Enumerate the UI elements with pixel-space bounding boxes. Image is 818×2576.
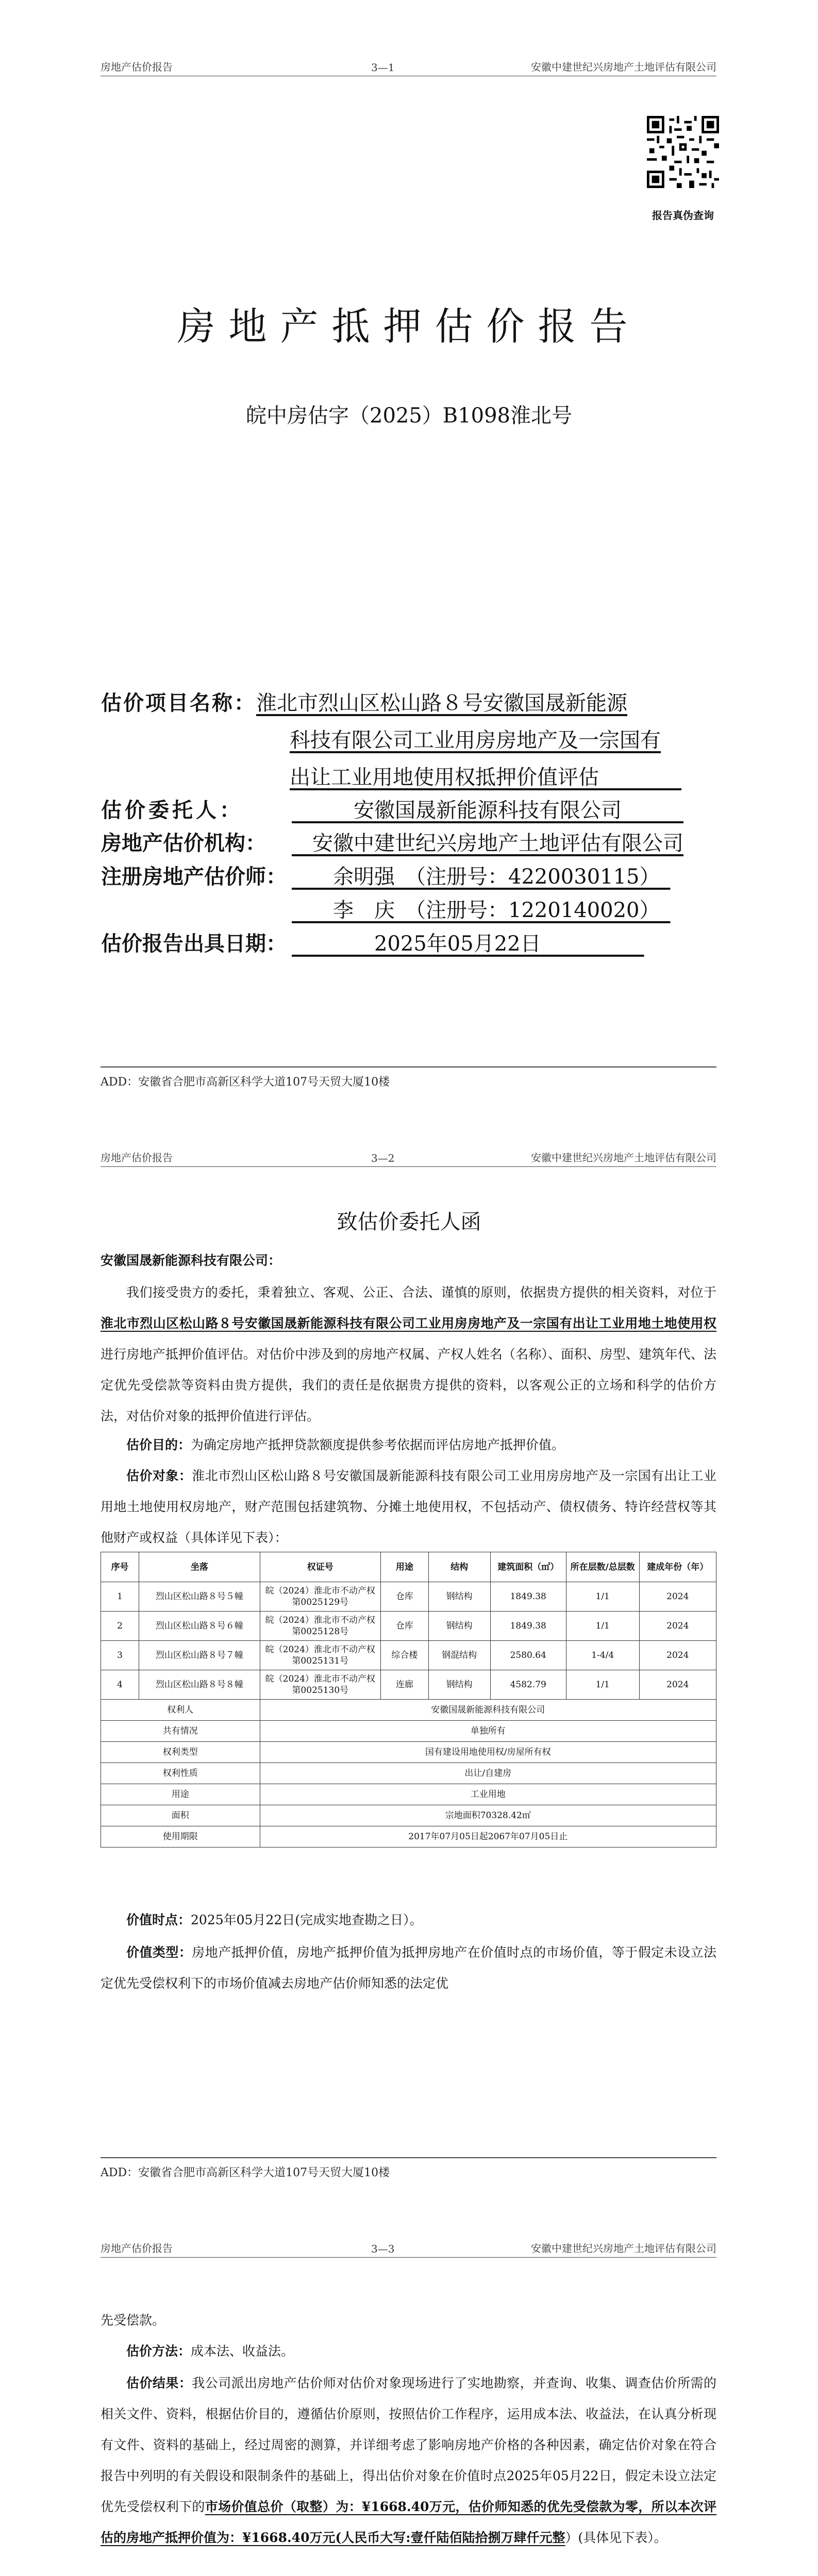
cell: 1/1 [566,1582,639,1612]
cell: 烈山区松山路８号７幢 [139,1641,260,1670]
cell: 权利性质 [101,1763,260,1784]
table-row [101,1742,716,1763]
cell: 1849.38 [490,1612,566,1641]
object-text: 淮北市烈山区松山路８号安徽国晟新能源科技有限公司工业用房房地产及一宗国有出让工业用地土地使用权房地产，财产范围包括建筑物、分摊土地使用权，不包括动产、债权债务、特许经营权等其他财产或权益（具体详见下表）： [101,1468,716,1545]
purpose-text: 为确定房地产抵押贷款额度提供参考依据而评估房地产抵押价值。 [191,1437,565,1452]
cell: 2017年07月05日起2067年07月05日止 [260,1826,716,1848]
object-paragraph [101,1461,716,1553]
appraiser-2: 李 庆 （注册号：1220140020） [333,899,650,922]
project-line-3: 出让工业用地使用权抵押价值评估 [290,766,599,789]
table-row [101,1700,716,1721]
purpose-label: 估价目的： [126,1437,191,1452]
project-line-2: 科技有限公司工业用房房地产及一宗国有 [290,728,661,752]
cell: 国有建设用地使用权/房屋所有权 [260,1742,716,1763]
result-text-c: ）(具体见下表）。 [565,2530,667,2545]
salutation: 安徽国晟新能源科技有限公司： [101,1253,281,1268]
method-paragraph [101,2336,716,2367]
page-header [101,1151,716,1167]
table-row [101,1612,716,1641]
result-value: 市场价值总价（取整）为：¥1668.40万元，估价师知悉的优先受偿款为零，所以本次评估的房地产抵押价值为：¥1668.40万元(人民币大写:壹仟陆佰陆拾捌万肆仟元整 [101,2499,716,2545]
table-row [101,1582,716,1612]
cell: 皖（2024）淮北市不动产权第0025131号 [260,1641,380,1670]
agency-label: 房地产估价机构： [101,831,266,855]
cell: 钢结构 [428,1670,490,1700]
value-type-label: 价值类型： [126,1945,192,1960]
agency-value: 安徽中建世纪兴房地产土地评估有限公司 [312,832,683,855]
cell: 仓库 [381,1582,429,1612]
project-row [101,688,627,719]
value-type-text: 房地产抵押价值，房地产抵押价值为抵押房地产在价值时点的市场价值，等于假定未设立法定优先受偿权利下的市场价值减去房地产估价师知悉的法定优 [101,1945,716,1991]
result-text-a: 我公司派出房地产估价师对估价对象现场进行了实地勘察，并查询、收集、调查估价所需的相关文件、资料，根据估价目的，遵循估价原则，按照估价工作程序，运用成本法、收益法，在认真分析现有文件、资料的基础上，经过周密的测算，并详细考虑了影响房地产价格的各种因素，确定估价对象在符合报告中列明的有关假设和限制条件的基础上，得出估价对象在价值时点2025年05月22日，假定未设立法定优先受偿权利下的 [101,2376,716,2514]
cell: 共有情况 [101,1721,260,1742]
header-right: 安徽中建世纪兴房地产土地评估有限公司 [531,1151,716,1164]
th-no: 序号 [101,1552,139,1582]
footer-address: ADD：安徽省合肥市高新区科学大道107号天贸大厦10楼 [101,2166,390,2179]
project-line-1: 淮北市烈山区松山路８号安徽国晟新能源 [256,691,627,715]
table-row [101,1826,716,1848]
page-header [101,2242,716,2258]
qr-label: 报告真伪查询 [652,209,714,222]
page-letter-1 [0,1091,818,2181]
table-row [101,1721,716,1742]
cell: 2 [101,1612,139,1641]
date-value: 2025年05月22日 [374,932,541,956]
cell: 4582.79 [490,1670,566,1700]
report-number: 皖中房估字（2025）B1098淮北号 [246,404,572,428]
appraiser-row-2 [292,895,671,926]
cell: 宗地面积70328.42㎡ [260,1805,716,1826]
cell: 2024 [639,1582,716,1612]
project-label: 估价项目名称： [101,691,256,715]
cell: 连廊 [381,1670,429,1700]
client-label: 估价委托人： [101,798,243,822]
property-table-header [101,1552,716,1582]
cell: 1849.38 [490,1582,566,1612]
th-year: 建成年份（年） [639,1552,716,1582]
header-right: 安徽中建世纪兴房地产土地评估有限公司 [531,2242,716,2255]
intro-text-a: 我们接受贵方的委托，秉着独立、客观、公正、合法、谨慎的原则，依据贵方提供的相关资料，对位于 [126,1285,716,1300]
cell: 使用期限 [101,1826,260,1848]
cell: 综合楼 [381,1641,429,1670]
cell: 仓库 [381,1612,429,1641]
agency-row [101,828,683,859]
page-letter-2 [0,2181,818,2576]
cell: 2580.64 [490,1641,566,1670]
th-structure: 结构 [428,1552,490,1582]
method-text: 成本法、收益法。 [191,2344,294,2359]
table-row [101,1641,716,1670]
cell: 皖（2024）淮北市不动产权第0025128号 [260,1612,380,1641]
value-date-label: 价值时点： [126,1912,191,1927]
th-location: 坐落 [139,1552,260,1582]
th-area: 建筑面积（㎡） [490,1552,566,1582]
page-header [101,61,716,76]
value-type-continued: 先受偿款。 [101,2313,165,2328]
cell: 工业用地 [260,1784,716,1805]
cell: 1/1 [566,1612,639,1641]
table-row [101,1670,716,1700]
value-type-paragraph [101,1937,716,1999]
object-label: 估价对象： [126,1468,192,1483]
header-right: 安徽中建世纪兴房地产土地评估有限公司 [531,61,716,73]
cell: 4 [101,1670,139,1700]
property-table [101,1552,716,1848]
report-title: 房地产抵押估价报告 [177,304,641,349]
header-left: 房地产估价报告 [101,1151,173,1164]
table-row [101,1805,716,1826]
qr-code-icon[interactable] [647,116,719,188]
intro-property: 淮北市烈山区松山路８号安徽国晟新能源科技有限公司工业用房房地产及一宗国有出让工业用地土地使用权 [101,1316,716,1331]
value-date-paragraph [101,1905,716,1936]
purpose-paragraph [101,1430,716,1461]
client-row [101,795,683,826]
cell: 钢结构 [428,1582,490,1612]
th-floor: 所在层数/总层数 [566,1552,639,1582]
client-value: 安徽国晟新能源科技有限公司 [354,799,622,822]
cell: 2024 [639,1670,716,1700]
result-paragraph [101,2368,716,2553]
cell: 2024 [639,1641,716,1670]
header-left: 房地产估价报告 [101,61,173,73]
appraiser-label: 注册房地产估价师： [101,865,287,889]
th-use: 用途 [381,1552,429,1582]
cell: 安徽国晟新能源科技有限公司 [260,1700,716,1721]
table-row [101,1784,716,1805]
cell: 钢混结构 [428,1641,490,1670]
cell: 权利人 [101,1700,260,1721]
page-number: 3—3 [371,2243,395,2255]
page-number: 3—2 [371,1152,395,1164]
project-row-2 [290,725,661,756]
cell: 钢结构 [428,1612,490,1641]
header-left: 房地产估价报告 [101,2242,173,2255]
intro-text-c: 进行房地产抵押价值评估。对估价中涉及到的房地产权属、产权人姓名（名称）、面积、房型、建筑年代、法定优先受偿款等资料由贵方提供，我们的责任是依据贵方提供的资料，以客观公正的立场和科学的估价方法，对估价对象的抵押价值进行评估。 [101,1347,716,1423]
date-row [101,928,644,959]
cell: 皖（2024）淮北市不动产权第0025129号 [260,1582,380,1612]
appraiser-row [101,861,671,892]
cell: 烈山区松山路８号６幢 [139,1612,260,1641]
cell: 单独所有 [260,1721,716,1742]
cell: 面积 [101,1805,260,1826]
page-cover [0,0,818,1091]
footer-address: ADD：安徽省合肥市高新区科学大道107号天贸大厦10楼 [101,1076,390,1089]
table-row [101,1763,716,1784]
cell: 烈山区松山路８号５幢 [139,1582,260,1612]
value-date-text: 2025年05月22日(完成实地查勘之日）。 [191,1912,423,1927]
result-label: 估价结果： [126,2376,192,2391]
cell: 烈山区松山路８号８幢 [139,1670,260,1700]
cell: 2024 [639,1612,716,1641]
th-cert: 权证号 [260,1552,380,1582]
cell: 1-4/4 [566,1641,639,1670]
method-label: 估价方法： [126,2344,191,2359]
date-label: 估价报告出具日期： [101,931,287,956]
cell: 皖（2024）淮北市不动产权第0025130号 [260,1670,380,1700]
appraiser-1: 余明强 （注册号：4220030115） [333,865,650,889]
cell: 用途 [101,1784,260,1805]
letter-title: 致估价委托人函 [337,1210,481,1234]
cell: 1/1 [566,1670,639,1700]
intro-paragraph [101,1277,716,1432]
page-number: 3—1 [371,61,395,74]
cell: 权利类型 [101,1742,260,1763]
project-row-3 [290,762,681,793]
cell: 出让/自建房 [260,1763,716,1784]
cell: 1 [101,1582,139,1612]
cell: 3 [101,1641,139,1670]
